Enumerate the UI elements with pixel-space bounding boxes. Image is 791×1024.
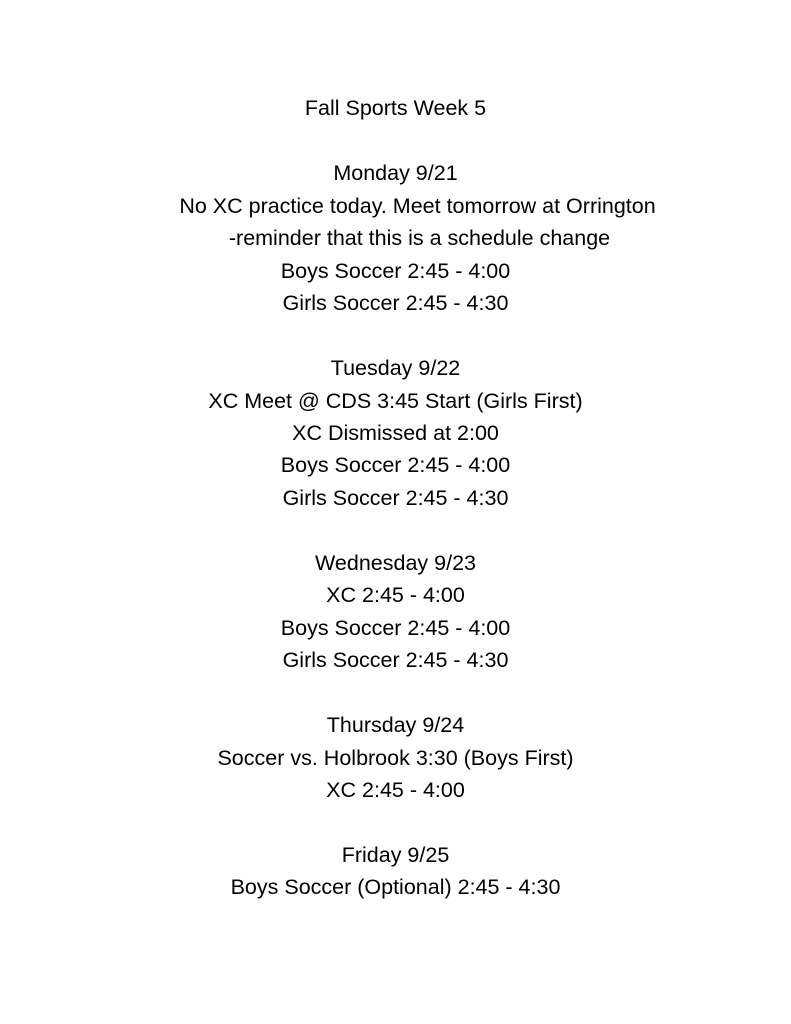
schedule-line: XC Meet @ CDS 3:45 Start (Girls First) <box>208 389 583 413</box>
schedule-line: Boys Soccer 2:45 - 4:00 <box>280 453 511 477</box>
schedule-line: Boys Soccer 2:45 - 4:00 <box>280 259 511 283</box>
schedule-line: XC 2:45 - 4:00 <box>326 583 465 607</box>
schedule-line: Boys Soccer (Optional) 2:45 - 4:30 <box>230 875 561 899</box>
page-title: Fall Sports Week 5 <box>304 96 487 120</box>
schedule-line: Boys Soccer 2:45 - 4:00 <box>280 616 511 640</box>
schedule-line: XC 2:45 - 4:00 <box>326 778 465 802</box>
schedule-line: Girls Soccer 2:45 - 4:30 <box>282 648 509 672</box>
day-heading-thursday: Thursday 9/24 <box>326 713 465 737</box>
schedule-line: Girls Soccer 2:45 - 4:30 <box>282 291 509 315</box>
schedule-line: XC Dismissed at 2:00 <box>292 421 499 445</box>
schedule-line: Soccer vs. Holbrook 3:30 (Boys First) <box>217 746 574 770</box>
day-heading-friday: Friday 9/25 <box>341 843 450 867</box>
day-heading-monday: Monday 9/21 <box>333 161 458 185</box>
schedule-line: -reminder that this is a schedule change <box>228 226 611 250</box>
day-heading-wednesday: Wednesday 9/23 <box>315 551 476 575</box>
day-heading-tuesday: Tuesday 9/22 <box>330 356 461 380</box>
schedule-line: No XC practice today. Meet tomorrow at Orrington <box>179 194 656 218</box>
schedule-line: Girls Soccer 2:45 - 4:30 <box>282 486 509 510</box>
